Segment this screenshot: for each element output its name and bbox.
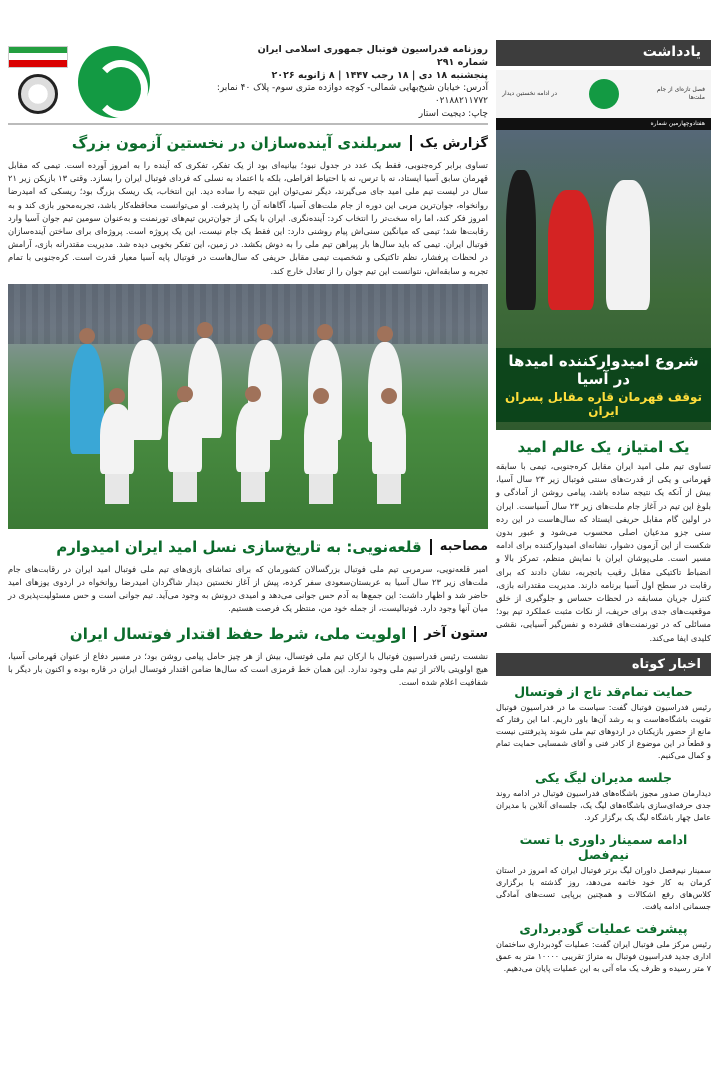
federation-logo-icon xyxy=(78,46,150,118)
column-body: نشست رئیس فدراسیون فوتبال با ارکان تیم ملی فوتسال، بیش از هر چیز حامل پیامی روشن بود؛ در مسیر دفاع از عنوان قهرمانی آسیا، هیچ اولویتی بالاتر از تیم ملی وجود ندارد. این همان خط قرمزی است که سال‌ها ضامن اقتدار فوتسال ایران در قاره بوده و اکنون بار دیگر با شفافیت اعلام شده است. xyxy=(8,650,488,688)
interview-kicker: مصاحبه xyxy=(439,539,488,555)
divider xyxy=(430,539,432,555)
ball-icon xyxy=(18,74,58,114)
news-title: پیشرفت عملیات گودبرداری xyxy=(519,920,688,936)
masthead xyxy=(8,40,488,125)
right-column xyxy=(496,40,711,1072)
news-body: سمینار نیم‌فصل داوران لیگ برتر فوتبال ایران که امروز در استان کرمان به کار خود خاتمه می‌دهد، روز گذشته با برگزاری کلاس‌های رفع اشکالات و همچنین برپایی تست‌های آمادگی جسمانی ادامه یافت. xyxy=(496,865,711,911)
player-figure-icon xyxy=(372,404,406,474)
news-title: حمایت تمام‌قد تاج از فوتسال xyxy=(514,683,693,699)
player-figure-icon xyxy=(304,404,338,474)
column-header xyxy=(8,622,488,646)
news-section-title: اخبار کوتاه xyxy=(496,653,711,676)
promo-strip: هفتادوچهارمین شماره xyxy=(496,118,711,130)
player-red-icon xyxy=(548,190,594,310)
federation-logo-icon xyxy=(589,79,619,109)
promo-caption-line1: شروع امیدوارکننده امیدها در آسیا xyxy=(508,352,699,388)
iran-badge-icon xyxy=(8,46,68,118)
news-body: دیدارمان صدور مجوز باشگاه‌های فدراسیون فوتبال در ادامه روند جدی حرفه‌ای‌سازی باشگاه‌های لیگ یک، جلسه‌ای آنلاین با مدیران عامل چهار باشگاه لیگ یک برگزار کرد. xyxy=(496,788,711,822)
interview-header xyxy=(8,535,488,559)
divider xyxy=(414,626,416,642)
note-body: تساوی تیم ملی امید ایران مقابل کره‌جنوبی، تیمی با سابقه قهرمانی و یکی از قدرت‌های سنتی فوتبال زیر ۲۳ سال آسیا، بیش از آنکه یک نتیجه ساده باشد، پیامی روشن از آمادگی و بلوغ این تیم در آغاز جام ملت‌های زیر ۲۳ سال آسیاست. ایران در اولین گام مقابل حریفی ایستاد که سال‌هاست در این رده سنی جزو مدعیان اصلی محسوب می‌شود و عبور بدون شکست از این آزمون دشوار، نشانه‌ای امیدوارکننده برای ادامه مسیر است. ملی‌پوشان ایران با نمایش منظم، تمرکز بالا و انضباط تاکتیکی مقابل رقیب باتجربه، نشان دادند که برای رقابت در سطح اول آسیا برنامه دارند. مدیریت مقتدرانه بازی، کنترل جریان مسابقه در لحظات حساس و جلوگیری از خلق موقعیت‌های جدی برای حریف، از نکات مثبت عملکرد تیم بود؛ مسائلی که در تورنمنت‌های فشرده و نفس‌گیر آسیایی، نقشی کلیدی ایفا می‌کند. xyxy=(496,461,711,643)
main-body: تساوی برابر کره‌جنوبی، فقط یک عدد در جدول نبود؛ بیانیه‌ای بود از یک تفکر، تفکری که آینده را به امروز آورده است. تیمی که مقابل قهرمان سابق آسیا ایستاد، نه با ترس، نه با احتیاط افراطی، بلکه با اعتماد به نسلی که فردای فوتبال ایران را بسازد. وقتی ۱۳ بازیکن زیر ۲۱ سال در لیست تیم ملی امید جای می‌گیرند، دیگر نمی‌توان این نتیجه را ساده دید. این انتخاب، یک ریسک بزرگ بود؛ ریسکی که امیدرضا روانخواه، جوان‌ترین مربی این دوره از جام ملت‌های آسیا، آگاهانه آن را پذیرفت. او می‌توانست محافظه‌کار باشد، تجربه‌محور بازی کند و به امروز فکر کند، اما راه سخت‌تر را انتخاب کرد: آینده‌نگری. ایران با یکی از جوان‌ترین تیم‌های تورنمنت و به‌عنوان سومین تیم جوان آسیا وارد رقابت‌ها شد؛ تیمی که میانگین سنی‌اش پیام روشنی دارد: این فقط یک جام نیست، این یک پروژه است. پروژه‌ای برای ساختن آینده‌سازان فوتبال ایران. تیمی که باید سال‌ها بار پیراهن تیم ملی را به دوش بکشد. در زمین، این تفکر بخوبی دیده شد. مدیریت مقتدرانه بازی، آرامش در لحظات پرفشار، نظم تاکتیکی و شخصیت تیمی مقابل حریفی که سال‌هاست در فوتبال پایه آسیا معیار قدرت است. کره‌جنوبی با تمام تجربه و سابقه‌اش، نتوانست این تیم جوان را از تعادل خارج کند. xyxy=(8,160,489,276)
player-dark-icon xyxy=(506,170,536,310)
interview-headline: قلعه‌نویی: به تاریخ‌سازی نسل امید ایران امیدوارم xyxy=(56,537,422,556)
issue-date: پنجشنبه ۱۸ دی | ۱۸ رجب ۱۴۴۷ | ۸ ژانویه ۲۰۲۶ xyxy=(271,69,488,81)
column-headline: اولویت ملی، شرط حفظ اقتدار فوتسال ایران xyxy=(69,624,407,643)
team-photo xyxy=(8,284,488,529)
publication-name: روزنامه فدراسیون فوتبال جمهوری اسلامی ایران xyxy=(257,43,488,55)
promo-caption xyxy=(496,348,711,422)
masthead-info xyxy=(208,43,488,121)
player-white-icon xyxy=(606,180,650,310)
column-kicker: ستون آخر xyxy=(424,626,488,642)
address: آدرس: خیابان شیخ‌بهایی شمالی- کوچه دوازده متری سوم- پلاک ۴۰ نمابر: ۰۲۱۸۸۲۱۱۷۷۲ xyxy=(216,82,488,106)
interview-body: امیر قلعه‌نویی، سرمربی تیم ملی فوتبال بزرگسالان کشورمان که برای تماشای بازی‌های تیم ملی فوتبال امید ایران در رقابت‌های جام ملت‌های زیر ۲۳ سال آسیا به عربستان‌سعودی سفر کرده، پیش از آغاز نخستین دیدار شاگردان امیدرضا روانخواه در اردوی یوزهای امید حاضر شد و اظهار داشت: این جمع‌ها به آدم حس جوانی می‌دهد و امیدی درونش به وجود می‌آید. تیم جوانی است و حس مسئولیت‌پذیری در میان آنها وجود دارد. فوتبالیست، از جمله خود من، منتظر یک فرصت هستیم. xyxy=(8,563,488,614)
divider xyxy=(410,135,412,151)
player-figure-icon xyxy=(168,402,202,472)
main-kicker: گزارش یک xyxy=(419,135,488,151)
promo-image xyxy=(496,70,711,430)
news-body: رئیس مرکز ملی فوتبال ایران گفت: عملیات گودبرداری ساختمان اداری جدید فدراسیون فوتبال به متراژ تقریبی ۱۰۰۰۰ متر به عمق ۷ متر رسیده و ظرف یک ماه آتی به این عملیات پایان می‌دهیم. xyxy=(496,939,712,973)
promo-header xyxy=(496,70,711,118)
player-figure-icon xyxy=(70,344,104,454)
issue-number: شماره ۲۹۱ xyxy=(436,56,488,68)
main-article-header xyxy=(8,131,488,155)
promo-caption-line2: توقف قهرمان قاره مقابل پسران ایران xyxy=(505,390,702,418)
promo-mini-left: در ادامه نخستین دیدار xyxy=(502,90,557,97)
print-info: چاپ: دیجیت استار xyxy=(418,108,488,119)
flag-icon xyxy=(8,46,68,68)
section-title: یادداشت xyxy=(496,40,711,66)
player-figure-icon xyxy=(100,404,134,474)
note-title: یک امتیاز، یک عالم امید xyxy=(517,438,690,456)
news-body: رئیس فدراسیون فوتبال گفت: سیاست ما در فدراسیون فوتبال تقویت باشگاه‌هاست و به رشد آن‌ها باور داریم. اما این رفتار که مانع از حضور بازیکنان در اردوهای تیم ملی شوند پذیرفتنی نیست و قطعاً در این موضوع از کادر فنی و آقای شمسایی حمایت تمام و کمال می‌کنیم. xyxy=(496,702,711,760)
main-column xyxy=(8,40,488,1072)
player-figure-icon xyxy=(236,402,270,472)
masthead-logos xyxy=(8,46,150,118)
news-title: جلسه مدیران لیگ یکی xyxy=(534,769,673,785)
promo-mini-right: فصل تازه‌ای از جام ملت‌ها xyxy=(656,86,705,101)
news-title: ادامه سمینار داوری با تست نیم‌فصل xyxy=(519,831,688,862)
main-headline: سربلندی آینده‌سازان در نخستین آزمون بزرگ xyxy=(71,134,402,152)
